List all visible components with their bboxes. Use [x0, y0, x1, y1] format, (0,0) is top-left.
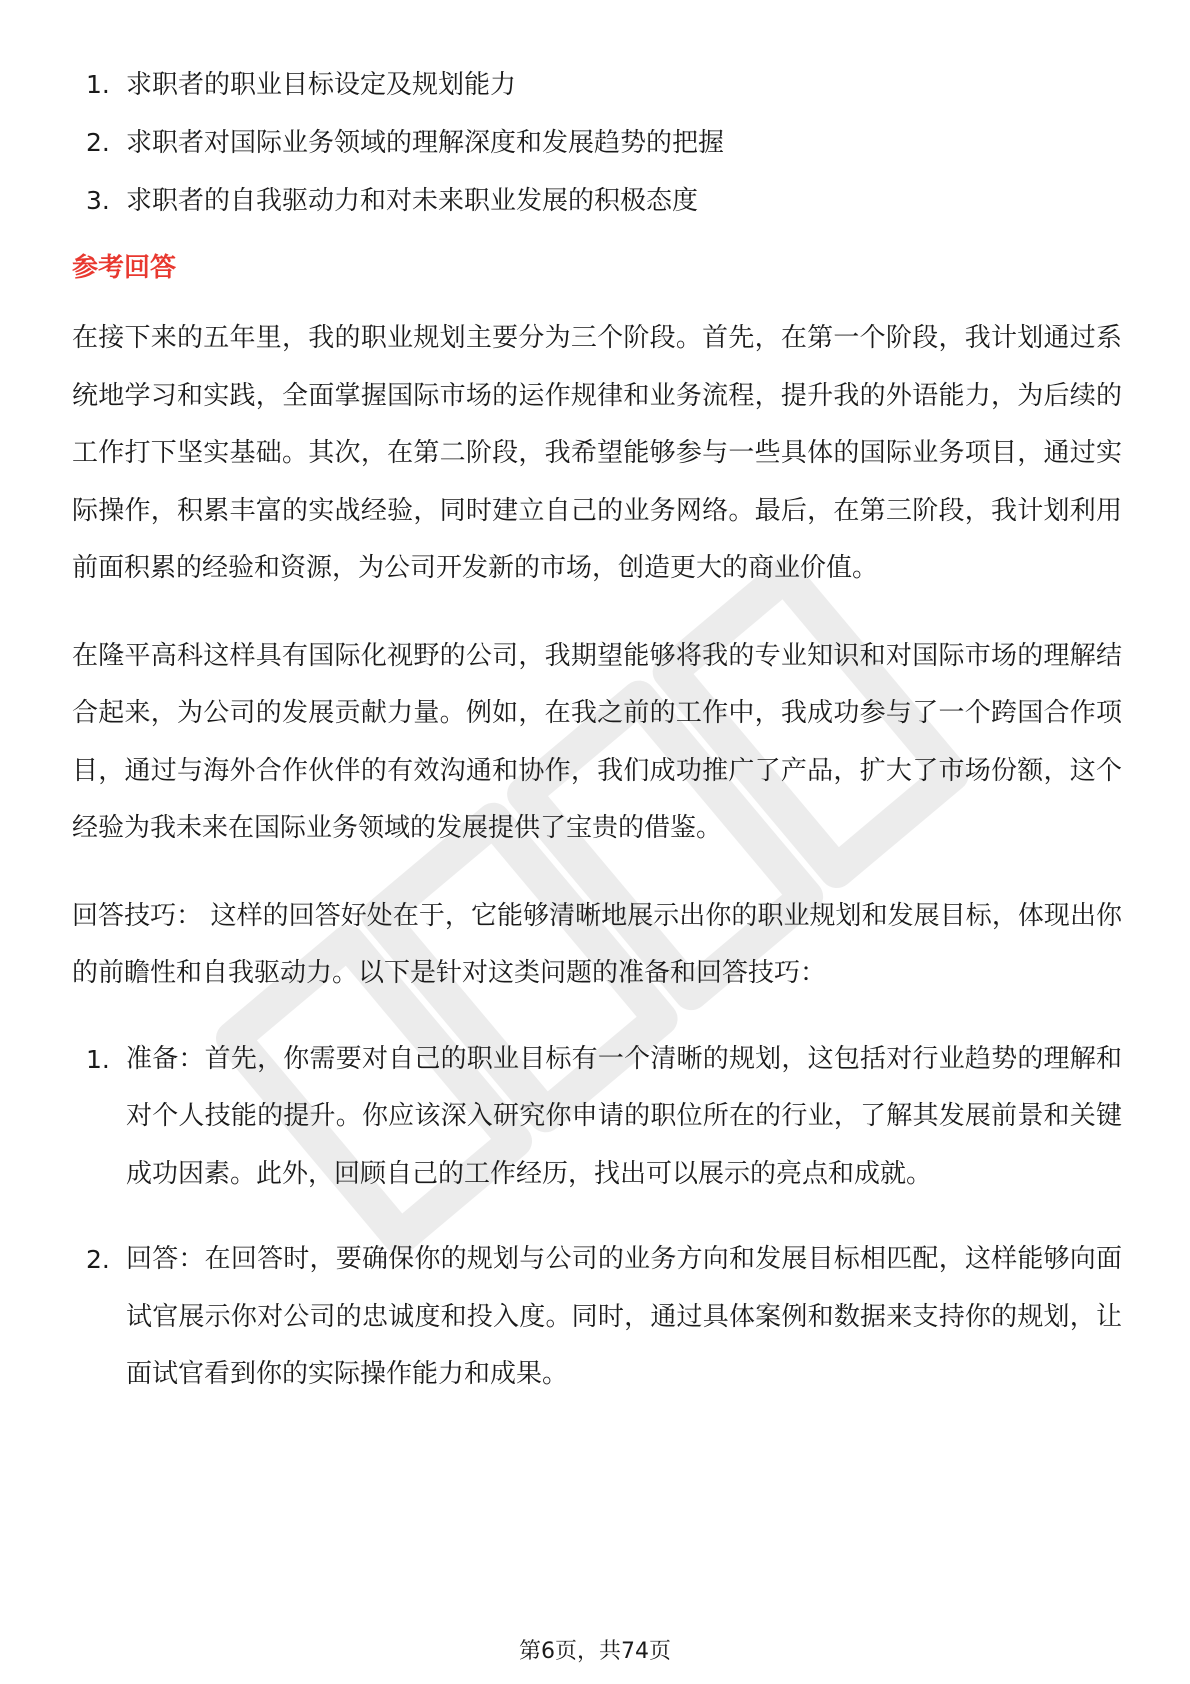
content-area — [72, 56, 1122, 1404]
question-text: 求职者的自我驱动力和对未来职业发展的积极态度 — [126, 186, 699, 216]
question-item-1 — [72, 56, 1122, 114]
tips-list — [72, 1031, 1122, 1404]
tips-intro-paragraph: 回答技巧： 这样的回答好处在于，它能够清晰地展示出你的职业规划和发展目标，体现出你的前瞻性和自我驱动力。以下是针对这类问题的准备和回答技巧： — [72, 900, 1122, 988]
question-text: 求职者对国际业务领域的理解深度和发展趋势的把握 — [126, 128, 725, 158]
list-number: 2. — [86, 1245, 110, 1274]
section-heading: 参考回答 — [72, 253, 177, 283]
list-number: 1. — [86, 1044, 110, 1074]
tip-item-2 — [72, 1231, 1122, 1404]
list-number: 3. — [86, 186, 110, 215]
tip-text: 准备：首先，你需要对自己的职业目标有一个清晰的规划，这包括对行业趋势的理解和对个人技能的提升。你应该深入研究你申请的职位所在的行业，了解其发展前景和关键成功因素。此外，回顾自己的工作经历，找出可以展示的亮点和成就。 — [126, 1043, 1122, 1189]
question-item-2 — [72, 114, 1122, 172]
answer-paragraph-2: 在隆平高科这样具有国际化视野的公司，我期望能够将我的专业知识和对国际市场的理解结合起来，为公司的发展贡献力量。例如，在我之前的工作中，我成功参与了一个跨国合作项目，通过与海外合作伙伴的有效沟通和协作，我们成功推广了产品，扩大了市场份额，这个经验为我未来在国际业务领域的发展提供了宝贵的借鉴。 — [72, 640, 1122, 843]
answer-paragraph-1: 在接下来的五年里，我的职业规划主要分为三个阶段。首先，在第一个阶段，我计划通过系统地学习和实践，全面掌握国际市场的运作规律和业务流程，提升我的外语能力，为后续的工作打下坚实基础。其次，在第二阶段，我希望能够参与一些具体的国际业务项目，通过实际操作，积累丰富的实战经验，同时建立自己的业务网络。最后，在第三阶段，我计划利用前面积累的经验和资源，为公司开发新的市场，创造更大的商业价值。 — [72, 323, 1122, 583]
tip-text: 回答：在回答时，要确保你的规划与公司的业务方向和发展目标相匹配，这样能够向面试官展示你对公司的忠诚度和投入度。同时，通过具体案例和数据来支持你的规划，让面试官看到你的实际操作能力和成果。 — [126, 1244, 1122, 1389]
list-number: 2. — [86, 128, 110, 157]
question-text: 求职者的职业目标设定及规划能力 — [126, 70, 517, 100]
tip-item-1 — [72, 1031, 1122, 1204]
question-list — [72, 56, 1122, 230]
page-footer: 第6页，共74页 — [519, 1639, 671, 1664]
list-number: 1. — [86, 70, 110, 99]
question-item-3 — [72, 172, 1122, 230]
